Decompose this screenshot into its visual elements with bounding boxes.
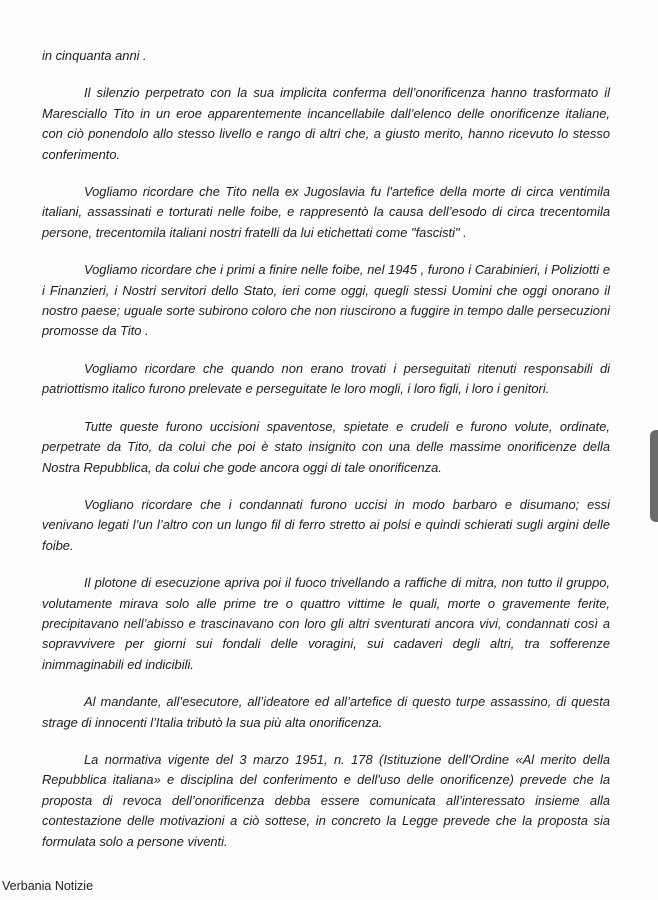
paragraph-plotone: Il plotone di esecuzione apriva poi il fuoco trivellando a raffiche di mitra, non tutto il gruppo, volutamente mirava solo alle prime tre o quattro vittime le quali, morte o gravemente ferite, precipitavano nell’abisso e trascinavano con loro gli altri sventurati ancora vivi, condannati così a sopravvivere per giorni sui fondali delle voragini, sui cadaveri degli altri, tra sofferenze inimmaginabili ed indicibili.: [42, 575, 610, 672]
paragraph-normativa: La normativa vigente del 3 marzo 1951, n. 178 (Istituzione dell'Ordine «Al merito della Repubblica italiana» e disciplina del conferimento e dell'uso delle onorificenze) prevede che la proposta di revoca dell’onorificenza debba essere comunicata all’interessato insieme alla contestazione delle motivazioni a ciò sottese, in concreto la Legge prevede che la proposta sia formulata solo a persone viventi.: [42, 751, 610, 849]
document-body: [42, 46, 610, 869]
paragraph-uccisioni: Tutte queste furono uccisioni spaventose, spietate e crudeli e furono volute, ordinate, perpetrate da Tito, da colui che poi è stato insignito con una delle massime onorificenze della Nostra Repubblica, da colui che gode ancora oggi di tale onorificenza.: [42, 418, 610, 475]
page-edge-tab[interactable]: [650, 430, 658, 522]
source-watermark: Verbania Notizie: [2, 879, 94, 893]
paragraph-primi-foibe: Vogliamo ricordare che i primi a finire nelle foibe, nel 1945 , furono i Carabinieri, i Poliziotti e i Finanzieri, i Nostri servitori dello Stato, ieri come oggi, quegli stessi Uomini che oggi onorano il nostro paese; uguale sorte subirono coloro che non riuscirono a fuggire in tempo dalle persecuzioni promosse da Tito .: [42, 262, 610, 339]
paragraph-continuation: in cinquanta anni .: [42, 48, 147, 63]
paragraph-perseguitati: Vogliamo ricordare che quando non erano trovati i perseguitati ritenuti responsabili di patriottismo italico furono prelevate e perseguitate le loro mogli, i loro figli, i loro i genitori.: [42, 360, 610, 397]
paragraph-tito-artefice: Vogliamo ricordare che Tito nella ex Jugoslavia fu l'artefice della morte di circa ventimila italiani, assassinati e torturati nelle foibe, e rappresentò la causa dell’esodo di circa trecentomila persone, trecentomila italiani nostri fratelli da lui etichettati come "fascisti" .: [42, 184, 610, 240]
paragraph-condannati: Vogliano ricordare che i condannati furono uccisi in modo barbaro e disumano; essi venivano legati l’un l’altro con un lungo fil di ferro stretto ai polsi e quindi schierati sugli argini delle foibe.: [42, 496, 610, 553]
paragraph-mandante: Al mandante, all’esecutore, all’ideatore ed all’artefice di questo turpe assassino, di questa strage di innocenti l’Italia tributò la sua più alta onorificenza.: [42, 694, 610, 730]
paragraph-silenzio: Il silenzio perpetrato con la sua implicita conferma dell’onorificenza hanno trasformato il Maresciallo Tito in un eroe apparentemente incancellabile dall’elenco delle onorificenze italiane, con ciò ponendolo allo stesso livello e rango di altri che, a giusto merito, hanno ricevuto lo stesso conferimento.: [42, 85, 610, 162]
